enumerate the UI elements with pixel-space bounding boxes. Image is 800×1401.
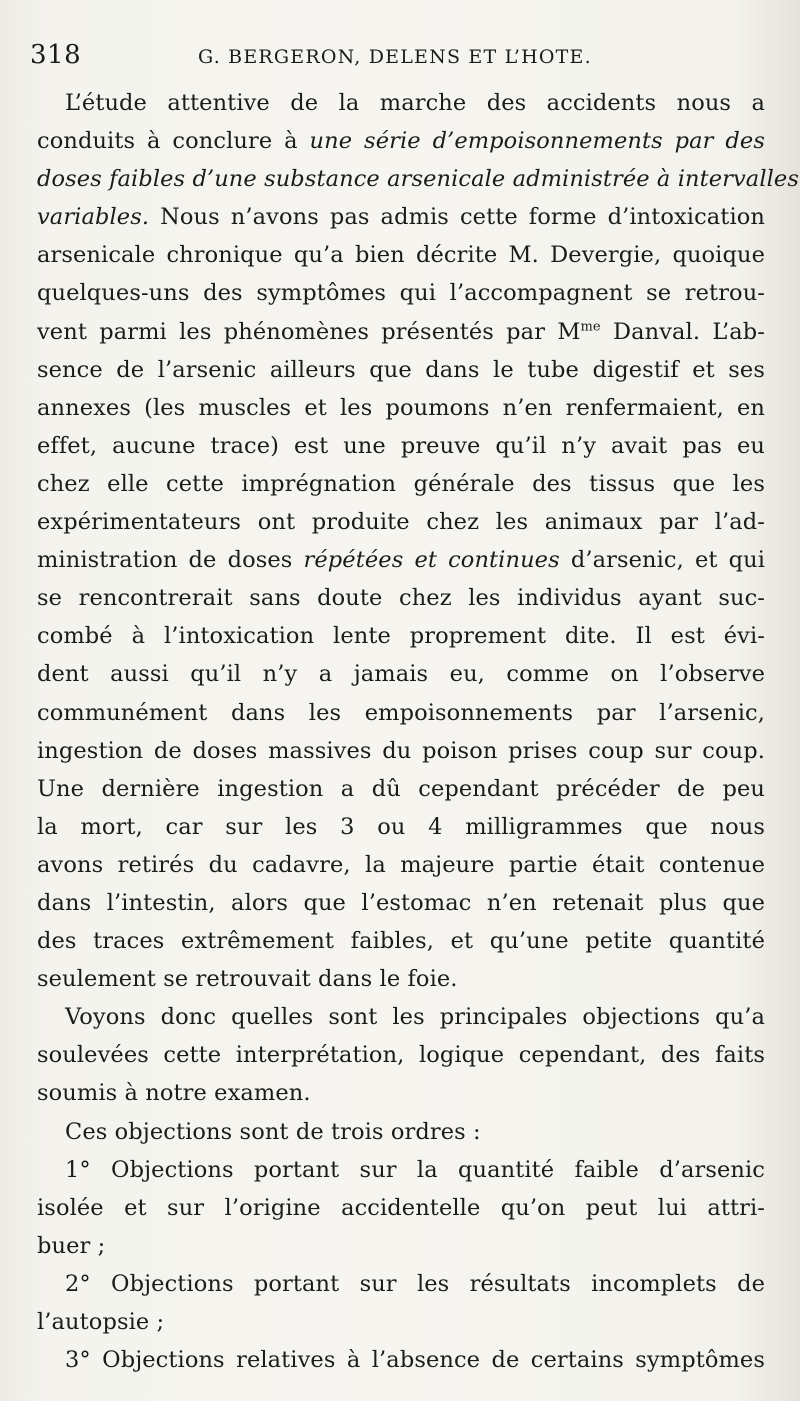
- text-segment: sence de l’arsenic ailleurs que dans le tube digestif et ses: [37, 356, 765, 383]
- text-line: [37, 1151, 765, 1189]
- text-line: [37, 84, 765, 122]
- text-line: [37, 808, 765, 846]
- text-segment: Voyons donc quelles sont les principales objections qu’a: [65, 1004, 765, 1031]
- text-segment: doses faibles d’une substance arsenicale administrée à intervalles: [37, 166, 799, 193]
- text-segment: expérimentateurs ont produite chez les animaux par l’ad-: [37, 509, 765, 536]
- text-segment: chez elle cette imprégnation générale des tissus que les: [37, 470, 765, 497]
- text-line: [37, 770, 765, 808]
- text-line: [37, 1227, 765, 1265]
- text-segment: Une dernière ingestion a dû cependant précéder de peu: [37, 775, 765, 802]
- text-line: [37, 389, 765, 427]
- text-segment: dent aussi qu’il n’y a jamais eu, comme on l’observe: [37, 661, 765, 688]
- text-line: [37, 503, 765, 541]
- paragraph-p3: [37, 1113, 765, 1151]
- text-line: [37, 694, 765, 732]
- text-line: [37, 1189, 765, 1227]
- text-segment: ingestion de doses massives du poison prises coup sur coup.: [37, 737, 765, 764]
- text-line: [37, 617, 765, 655]
- text-segment: soumis à notre examen.: [37, 1080, 311, 1107]
- text-segment: L’étude attentive de la marche des accidents nous a: [65, 90, 765, 116]
- text-line: [37, 236, 765, 274]
- text-segment: buer ;: [37, 1232, 106, 1259]
- text-segment: Danval. L’ab-: [600, 318, 765, 345]
- text-segment: 2° Objections portant sur les résultats incomplets de: [65, 1270, 765, 1297]
- text-segment: soulevées cette interprétation, logique cependant, des faits: [37, 1042, 765, 1069]
- text-segment: la mort, car sur les 3 ou 4 milligrammes que nous: [37, 813, 765, 840]
- text-segment: quelques-uns des symptômes qui l’accompagnent se retrou-: [37, 280, 765, 307]
- paragraph-p6: [37, 1341, 765, 1379]
- text-segment: ministration de doses: [37, 547, 304, 574]
- text-line: [37, 960, 765, 998]
- text-line: [37, 998, 765, 1036]
- paragraph-p5: [37, 1265, 765, 1341]
- text-segment: avons retirés du cadavre, la majeure partie était contenue: [37, 851, 765, 878]
- page-header: [30, 40, 770, 72]
- paragraph-p2: [37, 998, 765, 1112]
- running-head: G. BERGERON, DELENS ET L’HOTE.: [198, 46, 592, 68]
- text-line: [37, 427, 765, 465]
- text-segment: vent parmi les phénomènes présentés par M: [37, 318, 581, 345]
- text-line: [37, 1341, 765, 1379]
- text-line: [37, 313, 765, 351]
- text-segment: arsenicale chronique qu’a bien décrite M. Devergie, quoique: [37, 242, 765, 269]
- text-segment: effet, aucune trace) est une preuve qu’il n’y avait pas eu: [37, 432, 765, 459]
- text-segment: répétées et continues: [303, 547, 560, 574]
- text-line: [37, 884, 765, 922]
- text-segment: dans l’intestin, alors que l’estomac n’en retenait plus que: [37, 889, 765, 916]
- text-segment: 1° Objections portant sur la quantité faible d’arsenic: [65, 1156, 765, 1183]
- text-segment: une série d’empoisonnements par des: [309, 128, 765, 155]
- text-line: [37, 541, 765, 579]
- text-line: [37, 122, 765, 160]
- text-line: [37, 655, 765, 693]
- text-line: [37, 1036, 765, 1074]
- text-line: [37, 198, 765, 236]
- text-line: [37, 579, 765, 617]
- text-segment: variables.: [37, 204, 150, 231]
- paragraph-p4: [37, 1151, 765, 1265]
- body-text: [37, 84, 799, 1379]
- text-segment: me: [580, 319, 601, 335]
- text-line: [37, 1074, 765, 1112]
- text-segment: se rencontrerait sans doute chez les individus ayant suc-: [37, 585, 765, 612]
- text-line: [37, 922, 765, 960]
- text-segment: d’arsenic, et qui: [559, 547, 765, 574]
- text-segment: des traces extrêmement faibles, et qu’une petite quantité: [37, 928, 765, 955]
- text-line: [37, 1113, 765, 1151]
- text-segment: seulement se retrouvait dans le foie.: [37, 966, 458, 993]
- text-segment: 3° Objections relatives à l’absence de certains symptômes: [65, 1347, 765, 1374]
- text-segment: isolée et sur l’origine accidentelle qu’on peut lui attri-: [37, 1194, 765, 1221]
- text-line: [37, 274, 765, 312]
- text-line: [37, 846, 765, 884]
- text-segment: conduits à conclure à: [37, 128, 310, 155]
- page-number: 318: [30, 40, 82, 70]
- text-segment: combé à l’intoxication lente proprement dite. Il est évi-: [37, 623, 765, 650]
- text-segment: annexes (les muscles et les poumons n’en renfermaient, en: [37, 394, 765, 421]
- text-segment: Nous n’avons pas admis cette forme d’intoxication: [149, 204, 765, 231]
- text-segment: communément dans les empoisonnements par l’arsenic,: [37, 699, 765, 726]
- text-line: [37, 732, 765, 770]
- text-segment: l’autopsie ;: [37, 1309, 165, 1335]
- text-line: [37, 465, 765, 503]
- text-line: [37, 351, 765, 389]
- paragraph-p1: [37, 84, 799, 998]
- text-line: [37, 1303, 765, 1341]
- text-line: [37, 160, 799, 198]
- text-segment: Ces objections sont de trois ordres :: [65, 1118, 481, 1145]
- text-line: [37, 1265, 765, 1303]
